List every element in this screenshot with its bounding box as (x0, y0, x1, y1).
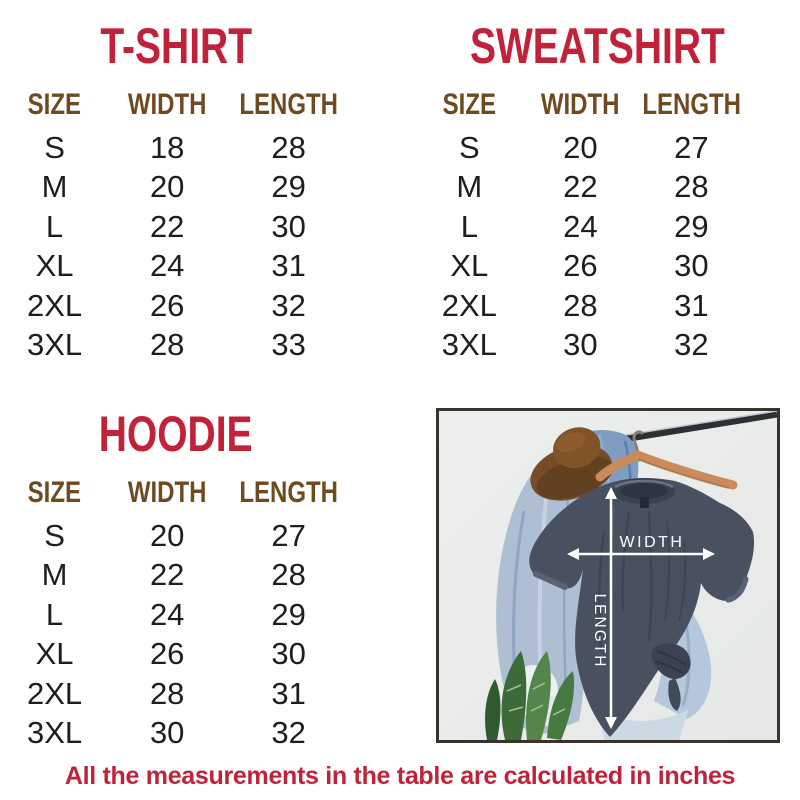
length-value: 29 (271, 169, 306, 205)
length-value: 29 (271, 596, 306, 632)
tshirt-title-text: T-SHIRT (100, 18, 252, 74)
column-header-text: SIZE (27, 88, 82, 121)
length-value: 27 (674, 129, 709, 165)
column-header-text: SIZE (27, 476, 82, 509)
size-label: 2XL (26, 675, 83, 711)
size-label: M (456, 169, 483, 205)
width-value: 20 (149, 517, 185, 553)
width-value: 20 (563, 129, 598, 165)
width-value: 24 (149, 596, 185, 632)
measurement-note: All the measurements in the table are calculated in inches (64, 762, 736, 790)
sweatshirt-size-table (412, 18, 782, 365)
column-header-text: WIDTH (127, 476, 207, 509)
column-header-text: WIDTH (127, 88, 207, 121)
length-value: 31 (674, 287, 709, 323)
column-header-width (109, 82, 225, 128)
width-value: 28 (149, 675, 185, 711)
length-value: 32 (271, 287, 306, 323)
column-header-size (0, 470, 109, 516)
size-label: 3XL (441, 327, 497, 363)
column-header-text: LENGTH (642, 88, 741, 121)
size-label: 3XL (26, 327, 83, 363)
size-label: L (45, 596, 64, 632)
column-header-width (527, 82, 634, 128)
column-header-size (412, 82, 527, 128)
width-value: 26 (563, 248, 598, 284)
size-label: L (460, 208, 478, 244)
column-header-text: WIDTH (541, 88, 620, 121)
column-header-length (634, 82, 749, 128)
column-header-text: LENGTH (239, 88, 338, 121)
column-header-length (225, 470, 352, 516)
size-grid (0, 470, 352, 753)
size-label: 2XL (441, 287, 497, 323)
size-label: M (41, 557, 68, 593)
length-value: 28 (271, 129, 306, 165)
size-label: M (41, 169, 68, 205)
measurement-photo-graphic (439, 411, 777, 740)
measurement-photo (436, 408, 780, 743)
length-value: 28 (674, 169, 709, 205)
size-label: S (44, 129, 65, 165)
column-header-length (225, 82, 352, 128)
width-value: 30 (563, 327, 598, 363)
size-label: L (45, 208, 64, 244)
sweatshirt-title-text: SWEATSHIRT (469, 18, 725, 74)
sweatshirt-title (412, 18, 782, 74)
width-value: 30 (149, 715, 185, 751)
column-header-size (0, 82, 109, 128)
length-value: 33 (271, 327, 306, 363)
length-value: 30 (271, 208, 306, 244)
length-value: 32 (674, 327, 709, 363)
width-value: 26 (149, 287, 185, 323)
hoodie-title (0, 406, 352, 462)
length-value: 30 (674, 248, 709, 284)
width-value: 22 (149, 557, 185, 593)
length-value: 29 (674, 208, 709, 244)
size-label: S (44, 517, 65, 553)
column-header-width (109, 470, 225, 516)
size-label: XL (450, 248, 489, 284)
column-header-text: SIZE (442, 88, 497, 121)
length-value: 30 (271, 636, 306, 672)
length-value: 32 (271, 715, 306, 751)
width-value: 24 (149, 248, 185, 284)
column-header-text: LENGTH (239, 476, 338, 509)
length-value: 28 (271, 557, 306, 593)
width-value: 22 (149, 208, 185, 244)
length-value: 31 (271, 675, 306, 711)
size-label: 3XL (26, 715, 83, 751)
tshirt-size-table (0, 18, 352, 365)
width-value: 24 (563, 208, 598, 244)
width-value: 22 (563, 169, 598, 205)
hoodie-title-text: HOODIE (99, 406, 253, 462)
size-label: 2XL (26, 287, 83, 323)
length-value: 27 (271, 517, 306, 553)
tshirt-title (0, 18, 352, 74)
size-label: XL (35, 248, 74, 284)
width-label: WIDTH (619, 534, 685, 551)
size-label: S (459, 129, 480, 165)
width-value: 20 (149, 169, 185, 205)
size-label: XL (35, 636, 74, 672)
collar-tag (640, 497, 649, 508)
width-value: 28 (563, 287, 598, 323)
length-label: LENGTH (591, 593, 608, 669)
hoodie-size-table (0, 406, 352, 753)
size-grid (412, 82, 782, 365)
size-grid (0, 82, 352, 365)
length-value: 31 (271, 248, 306, 284)
width-value: 28 (149, 327, 185, 363)
width-value: 26 (149, 636, 185, 672)
width-value: 18 (149, 129, 185, 165)
